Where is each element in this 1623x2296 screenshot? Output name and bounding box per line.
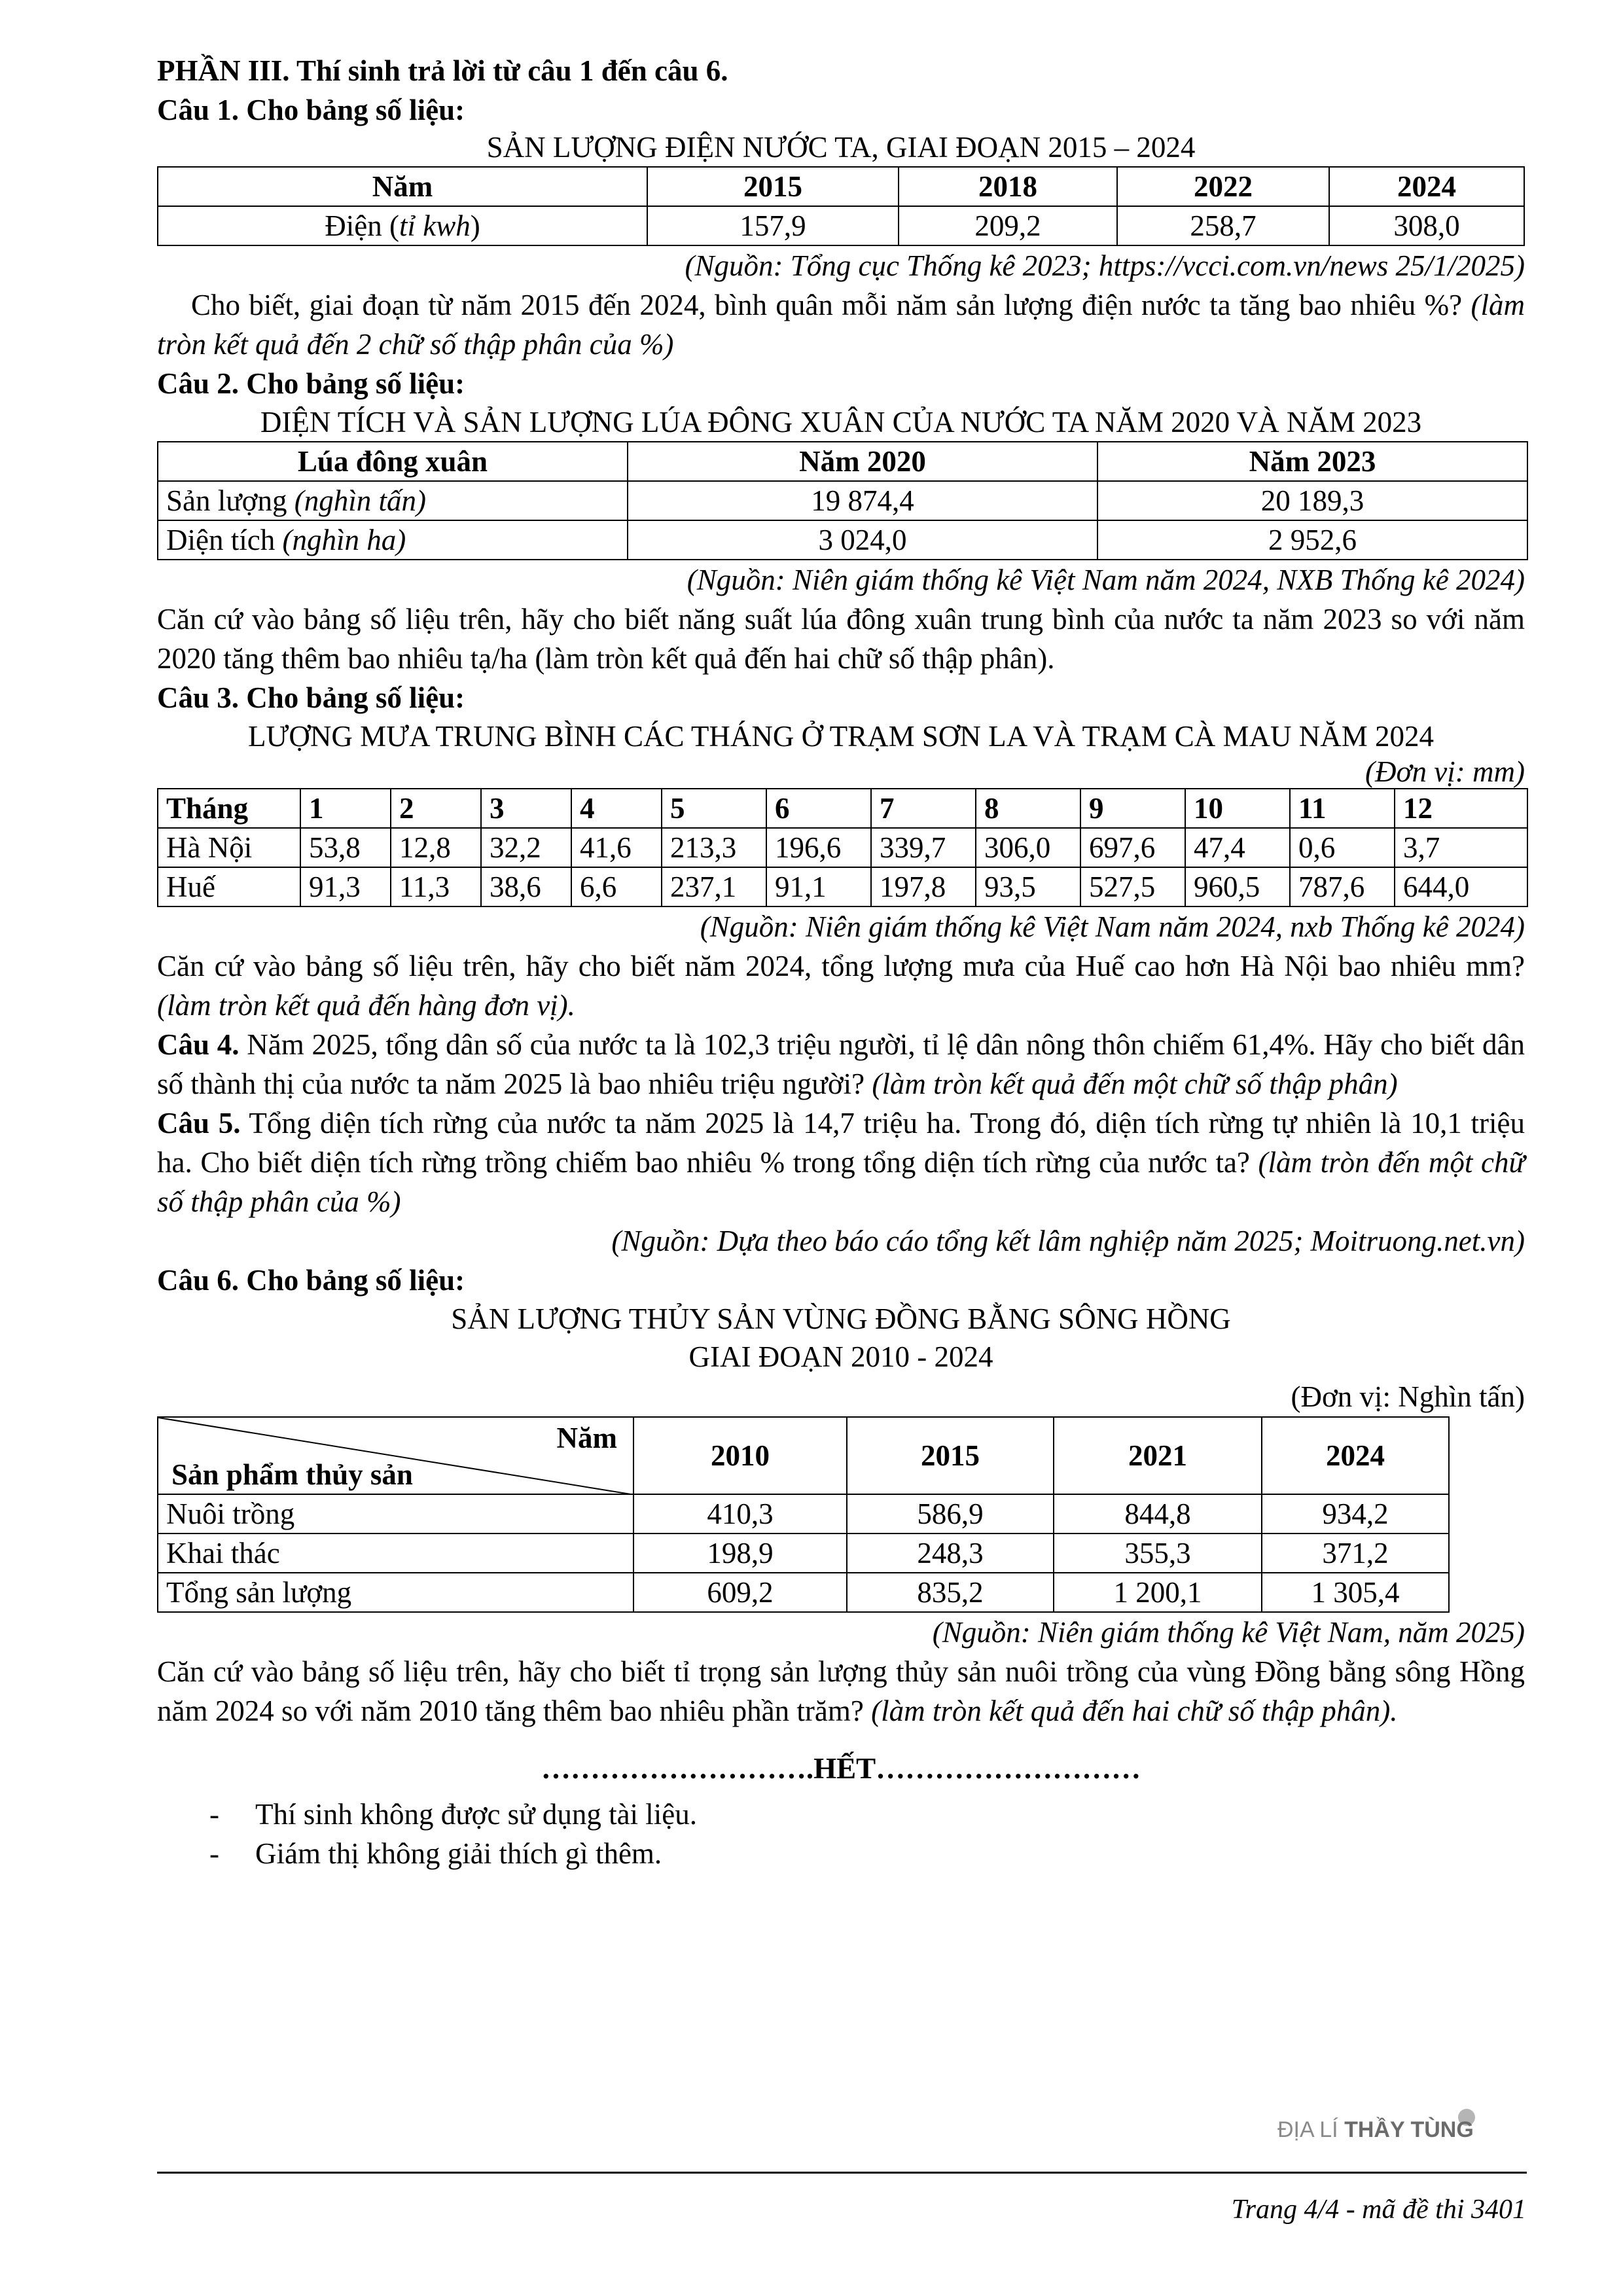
- header-cell: Năm 2023: [1097, 442, 1527, 481]
- table-cell: 32,2: [481, 828, 571, 867]
- header-cell: 6: [766, 789, 871, 828]
- table-row: [158, 867, 1527, 906]
- table-cell: 20 189,3: [1097, 481, 1527, 520]
- header-cell: Lúa đông xuân: [158, 442, 628, 481]
- header-cell: 12: [1395, 789, 1527, 828]
- table-cell: 1 305,4: [1262, 1573, 1449, 1612]
- q6-unit: (Đơn vị: Nghìn tấn): [1291, 1380, 1525, 1413]
- table-cell: 3,7: [1395, 828, 1527, 867]
- table-header-row: [158, 442, 1527, 481]
- end-marker: ……………………….HẾT………………………: [541, 1752, 1141, 1785]
- header-cell: 10: [1185, 789, 1290, 828]
- table-cell: 960,5: [1185, 867, 1290, 906]
- corner-label-product: Sản phẩm thủy sản: [171, 1458, 413, 1491]
- q1-table-caption: SẢN LƯỢNG ĐIỆN NƯỚC TA, GIAI ĐOẠN 2015 – 2024: [486, 131, 1196, 164]
- q6-source: (Nguồn: Niên giám thống kê Việt Nam, năm 2025): [932, 1616, 1525, 1649]
- q2-table-caption: DIỆN TÍCH VÀ SẢN LƯỢNG LÚA ĐÔNG XUÂN CỦA NƯỚC TA NĂM 2020 VÀ NĂM 2023: [260, 406, 1422, 439]
- table-cell: 644,0: [1395, 867, 1527, 906]
- corner-label-year: Năm: [556, 1422, 617, 1454]
- table-cell: 308,0: [1329, 206, 1524, 245]
- q3-label: Câu 3. Cho bảng số liệu:: [157, 681, 465, 714]
- table-cell: 527,5: [1080, 867, 1185, 906]
- table-cell: 835,2: [847, 1573, 1054, 1612]
- table-header-row: [158, 167, 1524, 206]
- header-cell: 2021: [1054, 1417, 1262, 1494]
- row-label: Diện tích (nghìn ha): [158, 520, 628, 560]
- table-cell: 196,6: [766, 828, 871, 867]
- table-row: [158, 1534, 1449, 1573]
- header-cell: 9: [1080, 789, 1185, 828]
- table-row: [158, 481, 1527, 520]
- header-cell: 2018: [899, 167, 1117, 206]
- q2-table: [157, 441, 1528, 560]
- header-cell: 2010: [633, 1417, 847, 1494]
- header-cell: 8: [976, 789, 1080, 828]
- header-cell: 2: [391, 789, 481, 828]
- section-title: PHẦN III. Thí sinh trả lời từ câu 1 đến câu 6.: [157, 54, 728, 87]
- table-cell: 0,6: [1290, 828, 1395, 867]
- list-item: - Thí sinh không được sử dụng tài liệu.: [209, 1798, 698, 1831]
- table-cell: 93,5: [976, 867, 1080, 906]
- row-label: Nuôi trồng: [158, 1494, 633, 1534]
- table-cell: 2 952,6: [1097, 520, 1527, 560]
- header-cell: 7: [871, 789, 976, 828]
- table-cell: 91,1: [766, 867, 871, 906]
- table-cell: 41,6: [571, 828, 662, 867]
- q3-source: (Nguồn: Niên giám thống kê Việt Nam năm 2024, nxb Thống kê 2024): [700, 910, 1525, 943]
- table-row: [158, 828, 1527, 867]
- table-cell: 198,9: [633, 1534, 847, 1573]
- table-cell: 371,2: [1262, 1534, 1449, 1573]
- q3-table-caption: LƯỢNG MƯA TRUNG BÌNH CÁC THÁNG Ở TRẠM SƠN LA VÀ TRẠM CÀ MAU NĂM 2024: [247, 720, 1435, 753]
- table-row: [158, 1494, 1449, 1534]
- q1-table: [157, 166, 1525, 246]
- table-cell: 3 024,0: [628, 520, 1097, 560]
- table-cell: 339,7: [871, 828, 976, 867]
- table-cell: 19 874,4: [628, 481, 1097, 520]
- q6-table-caption: SẢN LƯỢNG THỦY SẢN VÙNG ĐỒNG BẰNG SÔNG HỒNG: [451, 1302, 1231, 1335]
- table-cell: 306,0: [976, 828, 1080, 867]
- header-cell: 2015: [847, 1417, 1054, 1494]
- table-cell: 209,2: [899, 206, 1117, 245]
- header-cell: 4: [571, 789, 662, 828]
- q6-label: Câu 6. Cho bảng số liệu:: [157, 1264, 465, 1297]
- header-cell: Tháng: [158, 789, 300, 828]
- q3-question: Căn cứ vào bảng số liệu trên, hãy cho biết năm 2024, tổng lượng mưa của Huế cao hơn Hà Nội bao nhiêu mm? (làm tròn kết quả đến hàng đơn vị).: [157, 950, 1525, 1022]
- row-label: Hà Nội: [158, 828, 300, 867]
- table-cell: 410,3: [633, 1494, 847, 1534]
- table-row: [158, 206, 1524, 245]
- table-cell: 47,4: [1185, 828, 1290, 867]
- table-cell: 197,8: [871, 867, 976, 906]
- exam-page: [157, 51, 1525, 1873]
- table-cell: 586,9: [847, 1494, 1054, 1534]
- header-cell: Năm 2020: [628, 442, 1097, 481]
- table-cell: 6,6: [571, 867, 662, 906]
- header-cell: Năm: [158, 167, 647, 206]
- table-cell: 258,7: [1117, 206, 1329, 245]
- table-cell: 697,6: [1080, 828, 1185, 867]
- q5-source: (Nguồn: Dựa theo báo cáo tổng kết lâm nghiệp năm 2025; Moitruong.net.vn): [611, 1225, 1525, 1257]
- table-cell: 237,1: [662, 867, 766, 906]
- row-label: Tổng sản lượng: [158, 1573, 633, 1612]
- table-header-row: [158, 1417, 1449, 1494]
- header-cell: 2022: [1117, 167, 1329, 206]
- q2-question: Căn cứ vào bảng số liệu trên, hãy cho biết năng suất lúa đông xuân trung bình của nước ta năm 2023 so với năm 2020 tăng thêm bao nhiêu tạ/ha (làm tròn kết quả đến hai chữ số thập phân).: [157, 603, 1525, 675]
- q1-source: (Nguồn: Tổng cục Thống kê 2023; https://vcci.com.vn/news 25/1/2025): [685, 249, 1525, 282]
- table-cell: 11,3: [391, 867, 481, 906]
- row-label: Huế: [158, 867, 300, 906]
- header-cell: 1: [300, 789, 391, 828]
- table-row: [158, 520, 1527, 560]
- row-label: Sản lượng (nghìn tấn): [158, 481, 628, 520]
- table-cell: 248,3: [847, 1534, 1054, 1573]
- header-cell: 2024: [1329, 167, 1524, 206]
- q2-source: (Nguồn: Niên giám thống kê Việt Nam năm 2024, NXB Thống kê 2024): [687, 564, 1525, 596]
- table-cell: 91,3: [300, 867, 391, 906]
- header-cell: 11: [1290, 789, 1395, 828]
- exam-notes: [157, 1795, 1525, 1873]
- q2-label: Câu 2. Cho bảng số liệu:: [157, 367, 465, 400]
- q4-question: Câu 4. Năm 2025, tổng dân số của nước ta là 102,3 triệu người, tỉ lệ dân nông thôn chiếm 61,4%. Hãy cho biết dân số thành thị của nước ta năm 2025 là bao nhiêu triệu người? (làm tròn kết quả đến một chữ số thập phân): [157, 1028, 1525, 1100]
- diagonal-header-cell: [158, 1417, 633, 1494]
- table-cell: 157,9: [647, 206, 899, 245]
- footer-divider: [157, 2172, 1527, 2174]
- q6-question: Căn cứ vào bảng số liệu trên, hãy cho biết tỉ trọng sản lượng thủy sản nuôi trồng của vùng Đồng bằng sông Hồng năm 2024 so với năm 2010 tăng thêm bao nhiêu phần trăm? (làm tròn kết quả đến hai chữ số thập phân).: [157, 1655, 1525, 1727]
- table-row: [158, 1573, 1449, 1612]
- page-footer: Trang 4/4 - mã đề thi 3401: [1231, 2195, 1526, 2225]
- header-cell: 2015: [647, 167, 899, 206]
- table-cell: 213,3: [662, 828, 766, 867]
- header-cell: 5: [662, 789, 766, 828]
- table-cell: 934,2: [1262, 1494, 1449, 1534]
- q3-table: [157, 788, 1528, 907]
- table-cell: 844,8: [1054, 1494, 1262, 1534]
- q6-table: [157, 1416, 1450, 1613]
- row-label: Điện (tỉ kwh): [158, 206, 647, 245]
- table-cell: 355,3: [1054, 1534, 1262, 1573]
- table-cell: 787,6: [1290, 867, 1395, 906]
- table-cell: 12,8: [391, 828, 481, 867]
- q6-table-subcaption: GIAI ĐOẠN 2010 - 2024: [688, 1340, 993, 1373]
- q1-question: Cho biết, giai đoạn từ năm 2015 đến 2024, bình quân mỗi năm sản lượng điện nước ta tăng bao nhiêu %? (làm tròn kết quả đến 2 chữ số thập phân của %): [157, 289, 1525, 361]
- row-label: Khai thác: [158, 1534, 633, 1573]
- list-item: - Giám thị không giải thích gì thêm.: [209, 1837, 662, 1870]
- header-cell: 2024: [1262, 1417, 1449, 1494]
- table-cell: 609,2: [633, 1573, 847, 1612]
- table-cell: 1 200,1: [1054, 1573, 1262, 1612]
- brand-logo: ĐỊA LÍ THẦY TÙNG: [1277, 2117, 1474, 2142]
- q5-question: Câu 5. Tổng diện tích rừng của nước ta năm 2025 là 14,7 triệu ha. Trong đó, diện tích rừng tự nhiên là 10,1 triệu ha. Cho biết diện tích rừng trồng chiếm bao nhiêu % trong tổng diện tích rừng của nước ta? (làm tròn đến một chữ số thập phân của %): [157, 1107, 1525, 1218]
- header-cell: 3: [481, 789, 571, 828]
- table-cell: 53,8: [300, 828, 391, 867]
- table-cell: 38,6: [481, 867, 571, 906]
- table-header-row: [158, 789, 1527, 828]
- q1-label: Câu 1. Cho bảng số liệu:: [157, 94, 465, 126]
- q3-unit: (Đơn vị: mm): [1365, 755, 1525, 788]
